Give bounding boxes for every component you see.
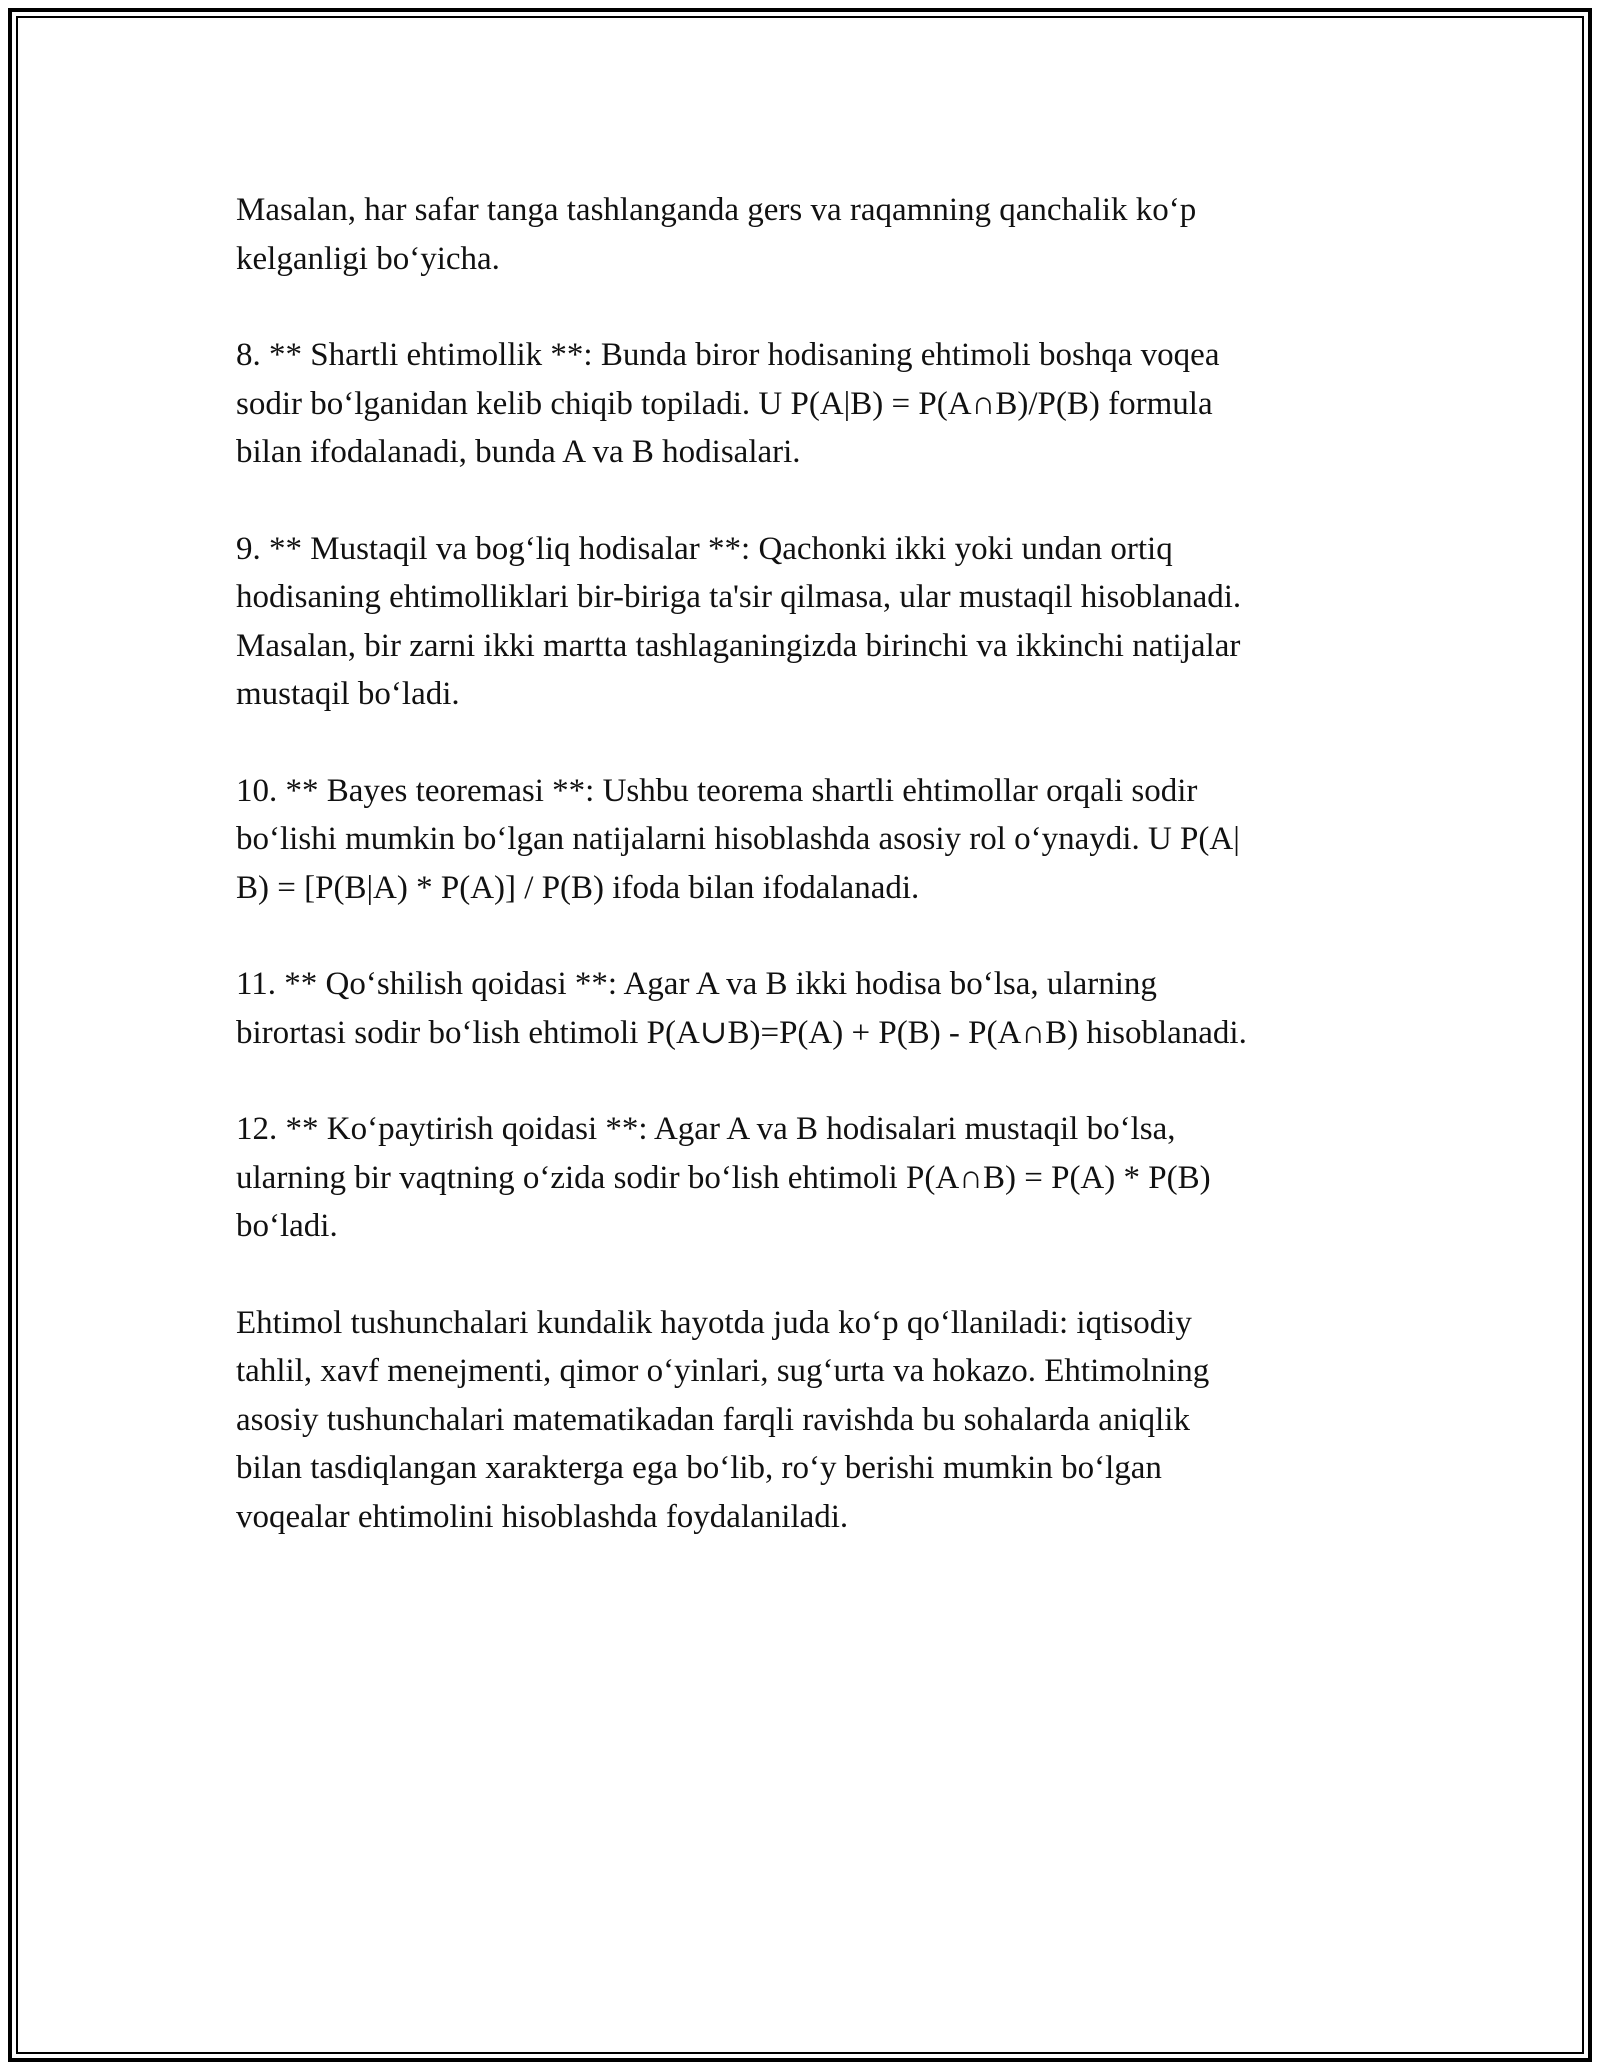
paragraph-multiplication-rule: 12. ** Ko‘paytirish qoidasi **: Agar A va B hodisalari mustaqil bo‘lsa, ularning bir vaqtning o‘zida sodir bo‘lish ehtimoli P(A∩B) = P(A) * P(B) bo‘ladi. xyxy=(236,1111,1211,1244)
paragraph-conditional-probability: 8. ** Shartli ehtimollik **: Bunda biror hodisaning ehtimoli boshqa voqea sodir bo‘lganidan kelib chiqib topiladi. U P(A|B) = P(A∩B)/P(B) formula bilan ifodalanadi, bunda A va B hodisalari. xyxy=(236,337,1220,470)
paragraph-intro-example: Masalan, har safar tanga tashlanganda gers va raqamning qanchalik ko‘p kelganligi bo‘yicha. xyxy=(236,192,1197,277)
paragraph-conclusion: Ehtimol tushunchalari kundalik hayotda juda ko‘p qo‘llaniladi: iqtisodiy tahlil, xavf menejmenti, qimor o‘yinlari, sug‘urta va hokazo. Ehtimolning asosiy tushunchalari matematikadan farqli ravishda bu sohalarda aniqlik bilan tasdiqlangan xarakterga ega bo‘lib, ro‘y berishi mumkin bo‘lgan voqealar ehtimolini hisoblashda foydalaniladi. xyxy=(236,1304,1210,1535)
paragraph-bayes-theorem: 10. ** Bayes teoremasi **: Ushbu teorema shartli ehtimollar orqali sodir bo‘lishi mumkin bo‘lgan natijalarni hisoblashda asosiy rol o‘ynaydi. U P(A| B) = [P(B|A) * P(A)] / P(B) ifoda bilan ifodalanadi. xyxy=(236,772,1240,906)
document-body xyxy=(236,186,1366,1589)
paragraph-independent-events: 9. ** Mustaqil va bog‘liq hodisalar **: Qachonki ikki yoki undan ortiq hodisaning ehtimolliklari bir-biriga ta'sir qilmasa, ular mustaqil hisoblanadi. Masalan, bir zarni ikki martta tashlaganingizda birinchi va ikkinchi natijalar mustaqil bo‘ladi. xyxy=(236,530,1242,712)
paragraph-addition-rule: 11. ** Qo‘shilish qoidasi **: Agar A va B ikki hodisa bo‘lsa, ularning birortasi sodir bo‘lish ehtimoli P(A∪B)=P(A) + P(B) - P(A∩B) hisoblanadi. xyxy=(236,966,1247,1051)
